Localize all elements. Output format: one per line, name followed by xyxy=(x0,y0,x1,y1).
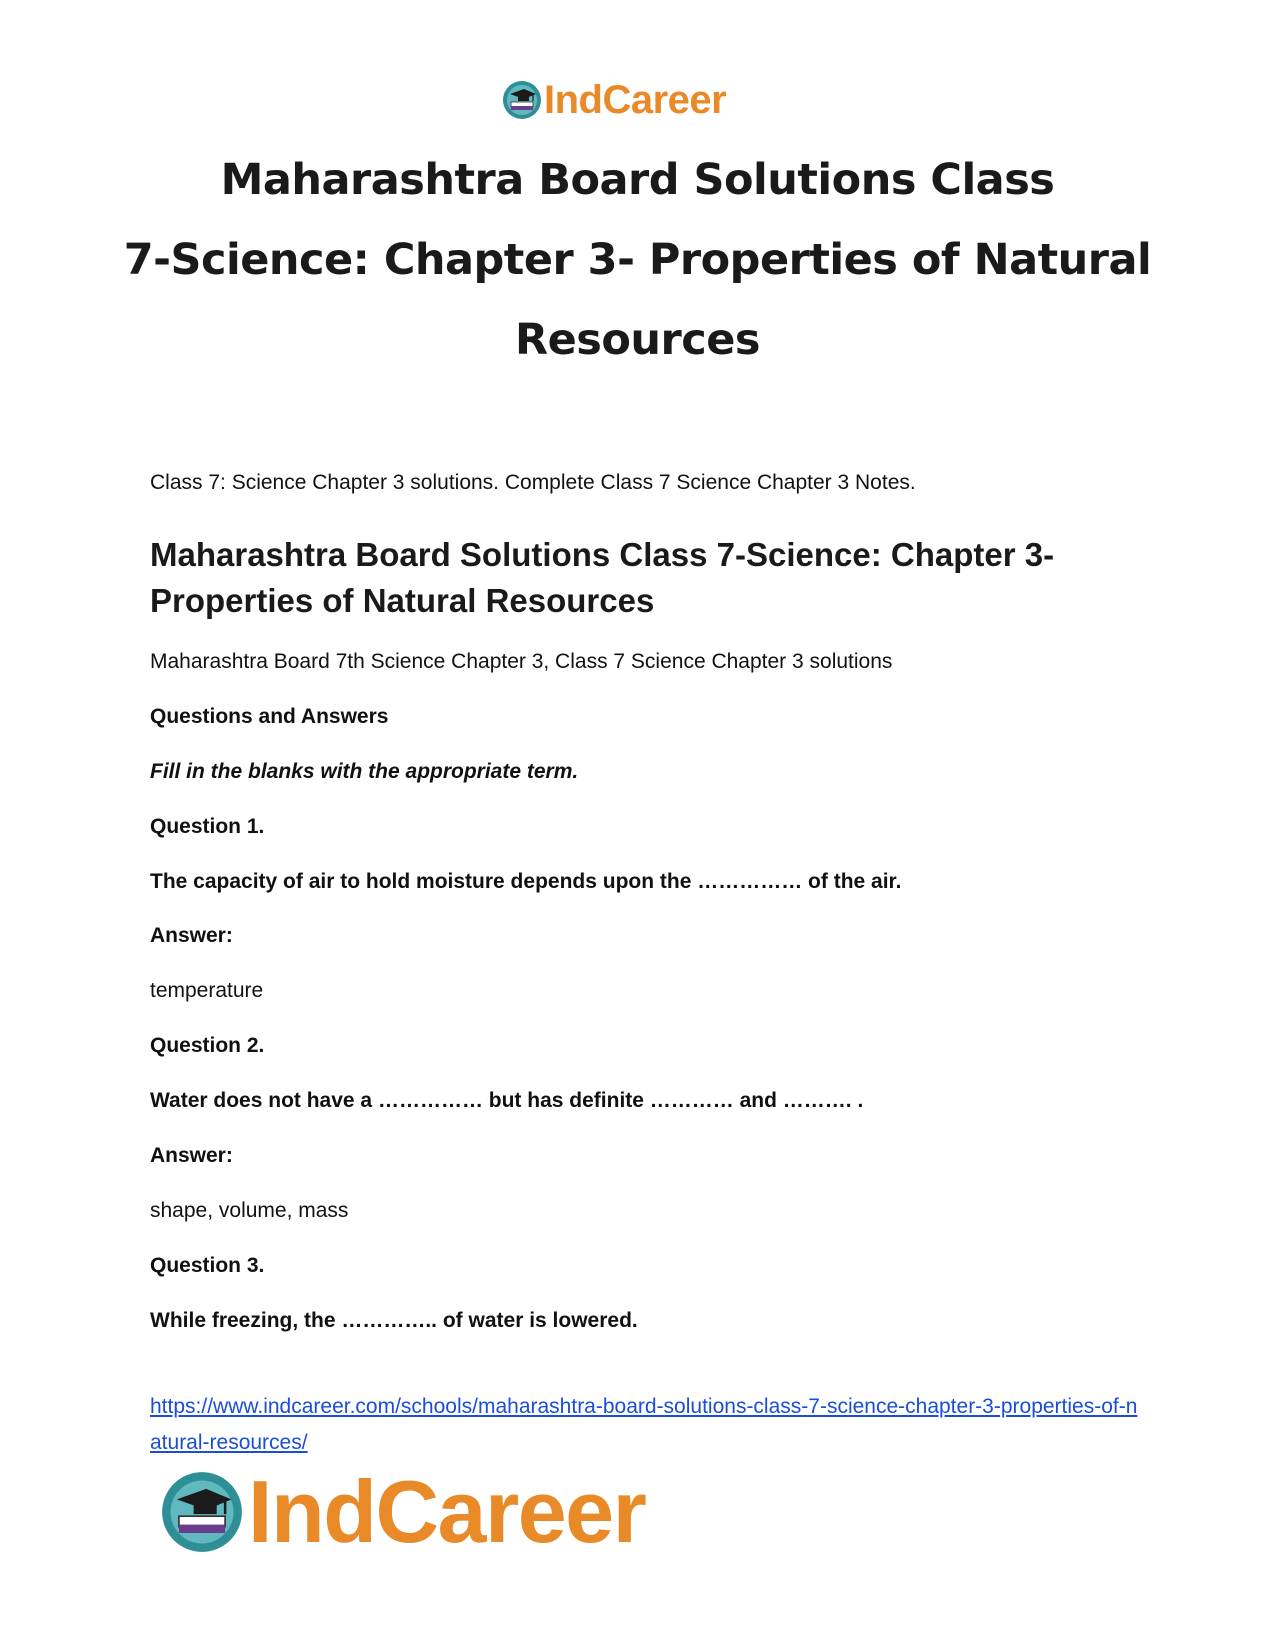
question-3-text: While freezing, the ………….. of water is lowered. xyxy=(150,1309,638,1332)
page-title xyxy=(100,140,1175,380)
brand-logo-bottom xyxy=(160,1462,646,1561)
page-title-line-2: 7-Science: Chapter 3- Properties of Natural xyxy=(123,235,1152,285)
subtitle-text: Maharashtra Board 7th Science Chapter 3, Class 7 Science Chapter 3 solutions xyxy=(150,650,893,673)
question-3-label: Question 3. xyxy=(150,1254,265,1277)
answer-2-text: shape, volume, mass xyxy=(150,1199,349,1222)
intro-text: Class 7: Science Chapter 3 solutions. Complete Class 7 Science Chapter 3 Notes. xyxy=(150,471,916,494)
answer-2-label: Answer: xyxy=(150,1144,233,1167)
qa-heading: Questions and Answers xyxy=(150,705,389,728)
question-2-text: Water does not have a …………… but has definite ………… and ………. . xyxy=(150,1089,864,1112)
page-title-line-3: Resources xyxy=(515,315,760,365)
brand-logo-text-large: IndCareer xyxy=(248,1462,646,1561)
page-title-line-1: Maharashtra Board Solutions Class xyxy=(220,155,1055,205)
source-link[interactable]: https://www.indcareer.com/schools/maharashtra-board-solutions-class-7-science-chapter-3-properties-of-natural-resources/ xyxy=(150,1395,1138,1454)
question-2-label: Question 2. xyxy=(150,1034,265,1057)
answer-1-label: Answer: xyxy=(150,924,233,947)
question-1-text: The capacity of air to hold moisture depends upon the …………… of the air. xyxy=(150,870,902,893)
question-1-label: Question 1. xyxy=(150,815,265,838)
graduation-cap-book-icon xyxy=(160,1470,244,1554)
brand-logo-text: IndCareer xyxy=(544,78,727,122)
instruction-text: Fill in the blanks with the appropriate term. xyxy=(150,760,579,783)
brand-logo-top xyxy=(502,80,726,120)
answer-1-text: temperature xyxy=(150,979,264,1002)
section-heading: Maharashtra Board Solutions Class 7-Science: Chapter 3- Properties of Natural Resources xyxy=(150,536,1055,619)
graduation-cap-book-icon xyxy=(502,80,542,120)
